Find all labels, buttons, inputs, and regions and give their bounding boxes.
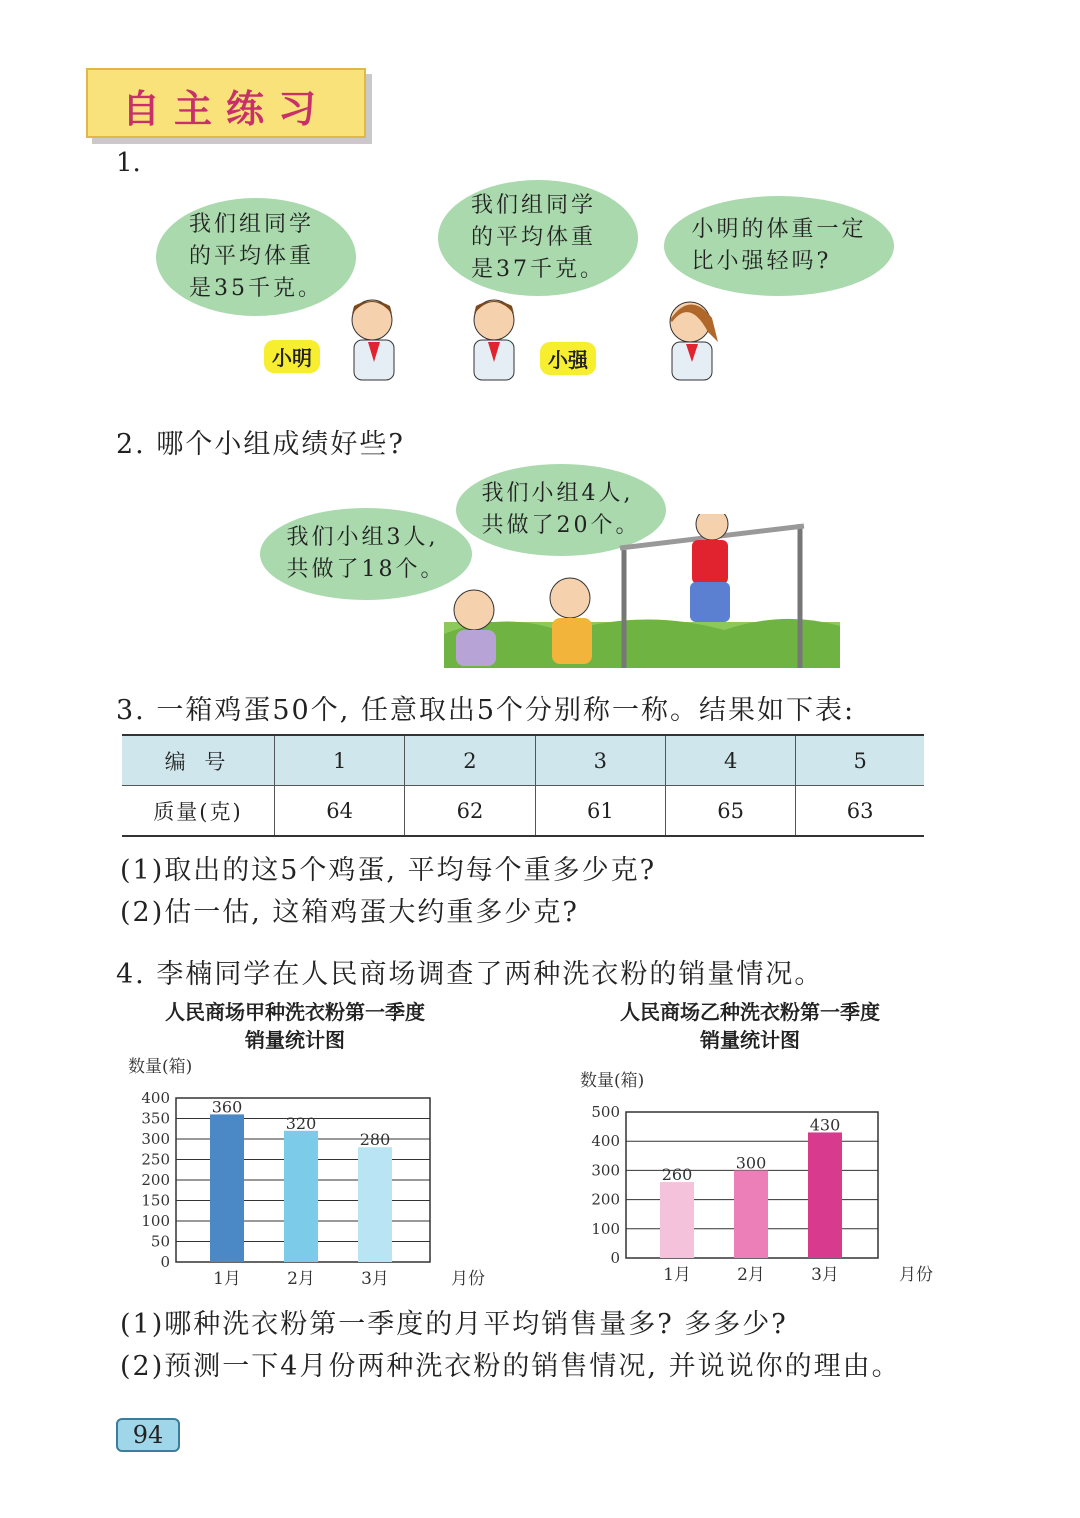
x-tick-label: 3月	[361, 1269, 389, 1289]
bubble-text: 我们组同学 的平均体重 是37千克。	[471, 193, 605, 282]
bubble-text: 我们小组3人, 共做了18个。	[286, 525, 446, 582]
table-cell: 62	[405, 786, 535, 837]
bar	[808, 1132, 842, 1258]
y-tick-label: 200	[141, 1171, 170, 1189]
speech-bubble-xiaoming	[156, 198, 356, 316]
table-header-cell: 2	[405, 735, 535, 786]
name-tag-xiaoming: 小明	[264, 340, 320, 373]
x-axis-label: 月份	[451, 1269, 485, 1289]
bar	[210, 1114, 244, 1262]
q3-text: 3. 一箱鸡蛋50个, 任意取出5个分别称一称。结果如下表:	[116, 695, 856, 726]
speech-bubble-group3	[260, 508, 472, 600]
y-tick-label: 300	[141, 1130, 170, 1148]
page-number: 94	[116, 1418, 180, 1452]
girl-illustration	[658, 292, 728, 382]
chart-a	[120, 1044, 500, 1294]
data-label: 360	[211, 1097, 243, 1117]
y-tick-label: 300	[591, 1161, 620, 1180]
y-tick-label: 100	[591, 1219, 620, 1238]
table-header-cell: 编 号	[122, 735, 275, 786]
q2-text: 2. 哪个小组成绩好些?	[116, 429, 405, 460]
y-tick-label: 400	[141, 1089, 170, 1107]
y-tick-label: 500	[591, 1103, 620, 1121]
bar	[284, 1131, 318, 1262]
y-tick-label: 150	[141, 1191, 170, 1210]
bubble-text: 小明的体重一定 比小强轻吗?	[691, 217, 867, 274]
y-tick-label: 0	[610, 1249, 620, 1267]
chart-b	[572, 1058, 952, 1294]
pullup-scene-illustration	[444, 514, 840, 668]
q3-sub-2: (2)估一估, 这箱鸡蛋大约重多少克?	[120, 897, 579, 928]
bubble-text: 我们小组4人, 共做了20个。	[481, 481, 641, 538]
q3-sub-1: (1)取出的这5个鸡蛋, 平均每个重多少克?	[120, 855, 657, 886]
data-label: 430	[809, 1115, 841, 1135]
table-cell: 63	[796, 786, 924, 837]
q1-number: 1.	[116, 148, 141, 178]
chart-b-title: 人民商场乙种洗衣粉第一季度 销量统计图	[620, 1000, 880, 1052]
bar	[734, 1170, 768, 1258]
speech-bubble-girl	[664, 196, 894, 296]
table-cell: 61	[535, 786, 665, 837]
y-tick-label: 0	[160, 1253, 170, 1271]
y-axis-label: 数量(箱)	[580, 1071, 645, 1091]
table-header-row	[122, 735, 924, 786]
table-cell: 65	[665, 786, 795, 837]
table-cell: 质量(克)	[122, 786, 275, 837]
x-tick-label: 1月	[663, 1265, 691, 1285]
q4-sub-1: (1)哪种洗衣粉第一季度的月平均销售量多? 多多少?	[120, 1309, 788, 1340]
bubble-text: 我们组同学 的平均体重 是35千克。	[189, 212, 323, 301]
data-label: 260	[661, 1165, 693, 1185]
x-tick-label: 3月	[811, 1265, 839, 1285]
x-tick-label: 2月	[737, 1265, 765, 1285]
speech-bubble-xiaoqiang	[438, 180, 638, 296]
bar	[358, 1147, 392, 1262]
chart-a-title: 人民商场甲种洗衣粉第一季度 销量统计图	[165, 1000, 425, 1052]
bar	[660, 1182, 694, 1258]
y-tick-label: 400	[591, 1132, 620, 1151]
y-tick-label: 200	[591, 1190, 620, 1209]
boy-xiaoqiang-illustration	[460, 292, 530, 382]
x-axis-label: 月份	[899, 1265, 933, 1285]
section-title-banner	[86, 68, 366, 138]
table-header-cell: 1	[275, 735, 405, 786]
data-label: 300	[735, 1153, 767, 1173]
x-tick-label: 1月	[213, 1269, 241, 1289]
y-tick-label: 350	[141, 1109, 170, 1128]
y-tick-label: 50	[150, 1232, 170, 1251]
table-row	[122, 786, 924, 837]
q4-text: 4. 李楠同学在人民商场调查了两种洗衣粉的销量情况。	[116, 959, 824, 990]
y-tick-label: 100	[141, 1212, 170, 1230]
table-cell: 64	[275, 786, 405, 837]
section-title: 自主练习	[121, 87, 330, 131]
boy-xiaoming-illustration	[340, 292, 410, 382]
y-tick-label: 250	[141, 1150, 170, 1169]
y-axis-label: 数量(箱)	[128, 1057, 193, 1077]
name-tag-xiaoqiang: 小强	[540, 342, 596, 375]
table-header-cell: 5	[796, 735, 924, 786]
data-label: 320	[285, 1113, 317, 1133]
egg-weight-table	[122, 734, 924, 837]
table-header-cell: 3	[535, 735, 665, 786]
data-label: 280	[359, 1130, 391, 1150]
q4-sub-2: (2)预测一下4月份两种洗衣粉的销售情况, 并说说你的理由。	[120, 1351, 901, 1382]
table-header-cell: 4	[665, 735, 795, 786]
x-tick-label: 2月	[287, 1269, 315, 1289]
